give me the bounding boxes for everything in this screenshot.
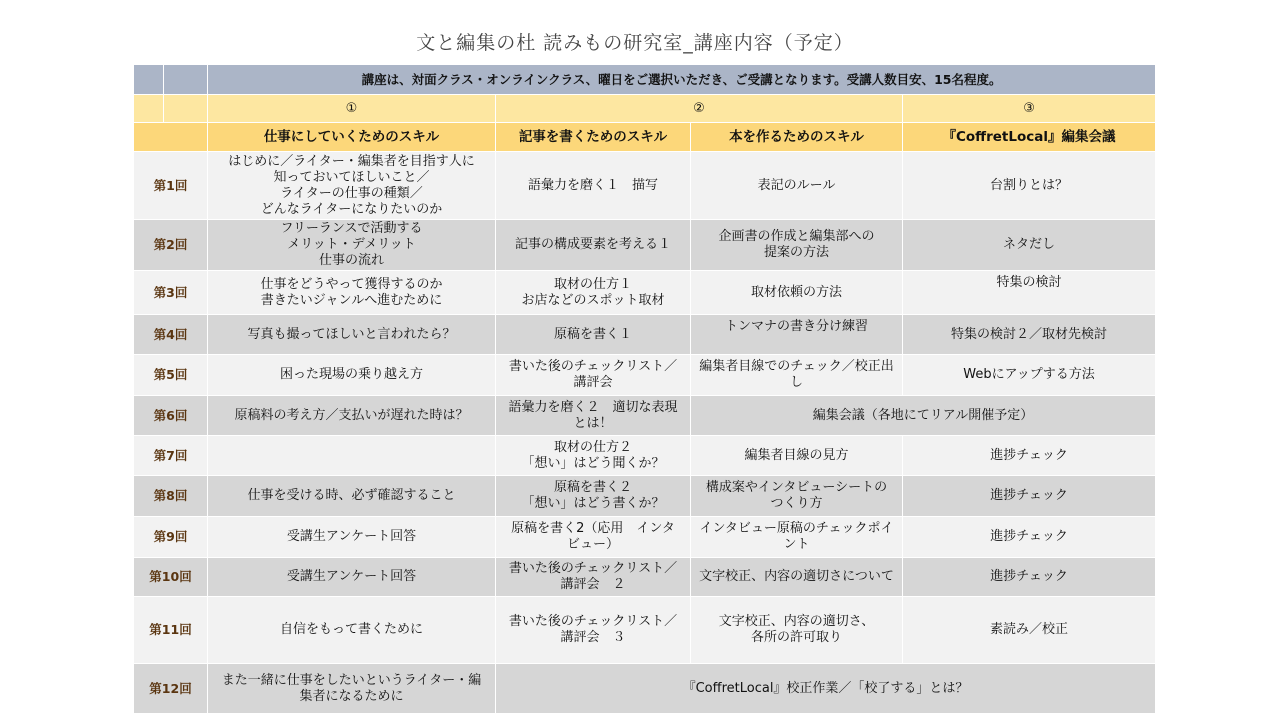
corner-cell (134, 95, 164, 123)
bookmaking-skills-cell: 構成案やインタビューシートの つくり方 (691, 476, 903, 517)
writing-skills-cell: 原稿を書く2（応用 インタ ビュー） (496, 517, 691, 558)
table-row (134, 271, 1156, 315)
merged-cell: 編集会議（各地にてリアル開催予定） (691, 396, 1156, 436)
notice-row (134, 65, 1156, 95)
lesson-number: 第3回 (134, 271, 208, 315)
work-skills-cell: 受講生アンケート回答 (208, 558, 496, 597)
work-skills-cell: フリーランスで活動する メリット・デメリット 仕事の流れ (208, 220, 496, 271)
bookmaking-skills-cell: 取材依頼の方法 (691, 271, 903, 315)
editorial-meeting-cell: ネタだし (903, 220, 1156, 271)
group-number-1: ① (208, 95, 496, 123)
corner-cell (164, 65, 208, 95)
editorial-meeting-cell: 進捗チェック (903, 517, 1156, 558)
editorial-meeting-cell: Webにアップする方法 (903, 355, 1156, 396)
lesson-number: 第9回 (134, 517, 208, 558)
table-row (134, 355, 1156, 396)
writing-skills-cell: 書いた後のチェックリスト／ 講評会 ３ (496, 597, 691, 664)
writing-skills-cell: 語彙力を磨く１ 描写 (496, 152, 691, 220)
work-skills-cell: 自信をもって書くために (208, 597, 496, 664)
writing-skills-cell: 語彙力を磨く２ 適切な表現 とは！ (496, 396, 691, 436)
course-table (133, 64, 1156, 714)
table-row (134, 517, 1156, 558)
bookmaking-skills-cell: トンマナの書き分け練習 (691, 315, 903, 355)
work-skills-cell: 受講生アンケート回答 (208, 517, 496, 558)
editorial-meeting-cell: 特集の検討２／取材先検討 (903, 315, 1156, 355)
table-row (134, 315, 1156, 355)
writing-skills-cell: 記事の構成要素を考える１ (496, 220, 691, 271)
lesson-number: 第1回 (134, 152, 208, 220)
lesson-number: 第10回 (134, 558, 208, 597)
editorial-meeting-cell: 素読み／校正 (903, 597, 1156, 664)
table-row (134, 597, 1156, 664)
table-row (134, 396, 1156, 436)
editorial-meeting-cell: 特集の検討 (903, 271, 1156, 315)
lesson-number: 第4回 (134, 315, 208, 355)
editorial-meeting-cell: 進捗チェック (903, 558, 1156, 597)
writing-skills-cell: 書いた後のチェックリスト／ 講評会 ２ (496, 558, 691, 597)
bookmaking-skills-cell: 企画書の作成と編集部への 提案の方法 (691, 220, 903, 271)
bookmaking-skills-cell: 文字校正、内容の適切さ、 各所の許可取り (691, 597, 903, 664)
group-number-3: ③ (903, 95, 1156, 123)
bookmaking-skills-cell: 表記のルール (691, 152, 903, 220)
work-skills-cell: はじめに／ライター・編集者を目指す人に 知っておいてほしいこと／ ライターの仕事の種類／ どんなライターになりたいのか (208, 152, 496, 220)
writing-skills-cell: 原稿を書く１ (496, 315, 691, 355)
lesson-number: 第6回 (134, 396, 208, 436)
work-skills-cell: 写真も撮ってほしいと言われたら？ (208, 315, 496, 355)
corner-cell (134, 65, 164, 95)
group-number-row (134, 95, 1156, 123)
editorial-meeting-cell: 進捗チェック (903, 476, 1156, 517)
page-title: 文と編集の杜 読みもの研究室_講座内容（予定） (416, 32, 854, 54)
work-skills-cell: 困った現場の乗り越え方 (208, 355, 496, 396)
corner-cell (164, 95, 208, 123)
column-header-row (134, 123, 1156, 152)
table-row (134, 152, 1156, 220)
merged-cell: 『CoffretLocal』校正作業／「校了する」とは？ (496, 664, 1156, 714)
work-skills-cell: 仕事を受ける時、必ず確認すること (208, 476, 496, 517)
table-row (134, 664, 1156, 714)
editorial-meeting-cell: 台割りとは？ (903, 152, 1156, 220)
writing-skills-cell: 取材の仕方１ お店などのスポット取材 (496, 271, 691, 315)
lesson-rows (134, 152, 1156, 714)
column-header-bookmaking-skills: 本を作るためのスキル (691, 123, 903, 152)
lesson-number: 第12回 (134, 664, 208, 714)
column-header-editorial-meeting: 『CoffretLocal』編集会議 (903, 123, 1156, 152)
bookmaking-skills-cell: 文字校正、内容の適切さについて (691, 558, 903, 597)
corner-cell (134, 123, 208, 152)
bookmaking-skills-cell: 編集者目線の見方 (691, 436, 903, 476)
table-row (134, 476, 1156, 517)
writing-skills-cell: 書いた後のチェックリスト／ 講評会 (496, 355, 691, 396)
bookmaking-skills-cell: 編集者目線でのチェック／校正出 し (691, 355, 903, 396)
lesson-number: 第2回 (134, 220, 208, 271)
work-skills-cell: 原稿料の考え方／支払いが遅れた時は？ (208, 396, 496, 436)
writing-skills-cell: 原稿を書く２ 「想い」はどう書くか？ (496, 476, 691, 517)
work-skills-cell: 仕事をどうやって獲得するのか 書きたいジャンルへ進むために (208, 271, 496, 315)
table-row (134, 558, 1156, 597)
bookmaking-skills-cell: インタビュー原稿のチェックポイ ント (691, 517, 903, 558)
notice-text: 講座は、対面クラス・オンラインクラス、曜日をご選択いただき、ご受講となります。受講人数目安、15名程度。 (208, 65, 1156, 95)
table-row (134, 220, 1156, 271)
writing-skills-cell: 取材の仕方２ 「想い」はどう聞くか？ (496, 436, 691, 476)
lesson-number: 第7回 (134, 436, 208, 476)
column-header-work-skills: 仕事にしていくためのスキル (208, 123, 496, 152)
work-skills-cell (208, 436, 496, 476)
table-row (134, 436, 1156, 476)
group-number-2: ② (496, 95, 903, 123)
editorial-meeting-cell: 進捗チェック (903, 436, 1156, 476)
work-skills-cell: また一緒に仕事をしたいというライター・編 集者になるために (208, 664, 496, 714)
lesson-number: 第11回 (134, 597, 208, 664)
lesson-number: 第8回 (134, 476, 208, 517)
lesson-number: 第5回 (134, 355, 208, 396)
column-header-writing-skills: 記事を書くためのスキル (496, 123, 691, 152)
